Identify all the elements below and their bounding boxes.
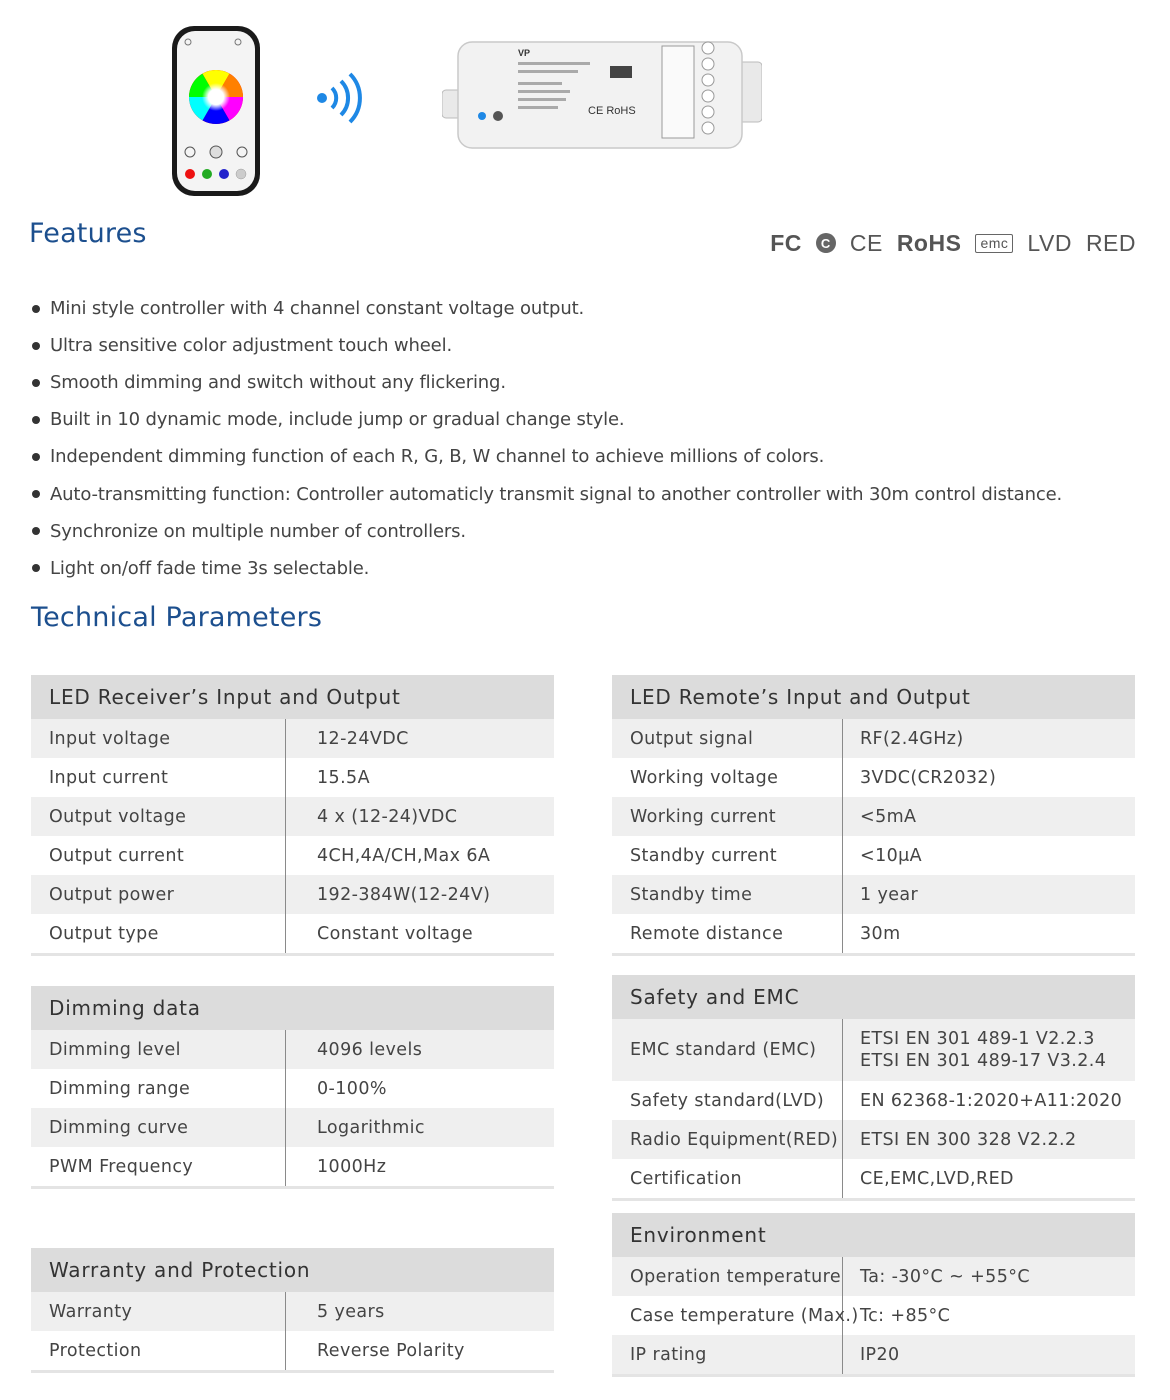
feature-text: Auto-transmitting function: Controller automaticly transmit signal to another controller with 30m control distance. xyxy=(50,483,1063,505)
param-name: Standby time xyxy=(612,875,843,914)
environment-table xyxy=(612,1213,1135,1377)
table-row xyxy=(612,1081,1135,1120)
param-value: 15.5A xyxy=(317,767,370,788)
param-value: Logarithmic xyxy=(317,1117,425,1138)
param-name: PWM Frequency xyxy=(31,1147,286,1186)
param-value: <5mA xyxy=(860,806,917,827)
param-name: Dimming curve xyxy=(31,1108,286,1147)
param-name: EMC standard (EMC) xyxy=(612,1019,843,1081)
table-row xyxy=(31,1147,554,1186)
table-header: Environment xyxy=(612,1213,1135,1257)
table-row xyxy=(31,1069,554,1108)
controller-rohs: CE RoHS xyxy=(588,105,636,117)
param-value: 1000Hz xyxy=(317,1156,387,1177)
param-value xyxy=(843,1028,1135,1072)
table-row xyxy=(31,797,554,836)
param-value: Ta: -30°C ~ +55°C xyxy=(860,1266,1031,1287)
c-mark-logo: C xyxy=(816,233,836,253)
table-row xyxy=(612,836,1135,875)
feature-item xyxy=(32,401,1062,438)
technical-parameters-title: Technical Parameters xyxy=(31,602,323,633)
feature-item xyxy=(32,290,1062,327)
param-name: Output power xyxy=(31,875,286,914)
table-row xyxy=(31,719,554,758)
table-row xyxy=(31,1331,554,1370)
table-row xyxy=(612,758,1135,797)
bullet-icon xyxy=(32,564,40,572)
param-value: 5 years xyxy=(317,1301,385,1322)
param-name: Protection xyxy=(31,1331,286,1370)
param-value: 192-384W(12-24V) xyxy=(317,884,491,905)
bullet-icon xyxy=(32,527,40,535)
feature-text: Synchronize on multiple number of controllers. xyxy=(50,520,466,542)
table-row xyxy=(612,797,1135,836)
table-row xyxy=(612,914,1135,953)
features-list xyxy=(32,290,1062,587)
remote-io-table xyxy=(612,675,1135,956)
param-value: 4 x (12-24)VDC xyxy=(317,806,458,827)
param-name: Output voltage xyxy=(31,797,286,836)
feature-text: Smooth dimming and switch without any flickering. xyxy=(50,372,506,394)
param-name: Radio Equipment(RED) xyxy=(612,1120,843,1159)
param-name: Standby current xyxy=(612,836,843,875)
param-name: Case temperature (Max.) xyxy=(612,1296,843,1335)
param-name: Output type xyxy=(31,914,286,953)
param-name: Safety standard(LVD) xyxy=(612,1081,843,1120)
table-row xyxy=(612,875,1135,914)
bullet-icon xyxy=(32,342,40,350)
feature-item xyxy=(32,327,1062,364)
param-name: Output signal xyxy=(612,719,843,758)
receiver-io-table xyxy=(31,675,554,956)
table-header: Safety and EMC xyxy=(612,975,1135,1019)
controller-image xyxy=(442,38,762,154)
table-row xyxy=(31,1030,554,1069)
table-row xyxy=(31,758,554,797)
param-name: Dimming range xyxy=(31,1069,286,1108)
param-value: IP20 xyxy=(860,1344,900,1365)
bullet-icon xyxy=(32,379,40,387)
certification-logos xyxy=(770,228,1136,258)
param-name: Output current xyxy=(31,836,286,875)
param-value: Reverse Polarity xyxy=(317,1340,465,1361)
feature-item xyxy=(32,475,1062,512)
param-value: 4CH,4A/CH,Max 6A xyxy=(317,845,491,866)
table-row xyxy=(612,1120,1135,1159)
param-value: RF(2.4GHz) xyxy=(860,728,964,749)
param-name: IP rating xyxy=(612,1335,843,1374)
param-name: Warranty xyxy=(31,1292,286,1331)
param-name: Input current xyxy=(31,758,286,797)
red-logo: RED xyxy=(1085,229,1136,256)
param-value: Tc: +85°C xyxy=(860,1305,951,1326)
feature-text: Mini style controller with 4 channel constant voltage output. xyxy=(50,298,585,320)
feature-text: Built in 10 dynamic mode, include jump or gradual change style. xyxy=(50,409,625,431)
table-row xyxy=(612,719,1135,758)
wireless-signal-icon xyxy=(312,68,372,128)
param-name: Dimming level xyxy=(31,1030,286,1069)
param-value: 4096 levels xyxy=(317,1039,423,1060)
safety-emc-table xyxy=(612,975,1135,1201)
param-name: Remote distance xyxy=(612,914,843,953)
table-row xyxy=(612,1019,1135,1081)
bullet-icon xyxy=(32,453,40,461)
param-name: Working voltage xyxy=(612,758,843,797)
param-value: 3VDC(CR2032) xyxy=(860,767,997,788)
table-header: LED Remote’s Input and Output xyxy=(612,675,1135,719)
table-row xyxy=(612,1335,1135,1374)
param-value: 30m xyxy=(860,923,901,944)
param-value: Constant voltage xyxy=(317,923,474,944)
table-row xyxy=(612,1257,1135,1296)
dimming-data-table xyxy=(31,986,554,1189)
param-value: CE,EMC,LVD,RED xyxy=(860,1168,1014,1189)
table-row xyxy=(31,836,554,875)
warranty-protection-table xyxy=(31,1248,554,1373)
param-value-line: ETSI EN 301 489-1 V2.2.3 xyxy=(860,1029,1095,1049)
rohs-logo: RoHS xyxy=(896,229,962,256)
table-header: Warranty and Protection xyxy=(31,1248,554,1292)
param-name: Working current xyxy=(612,797,843,836)
table-row xyxy=(31,875,554,914)
param-name: Operation temperature xyxy=(612,1257,843,1296)
table-row xyxy=(31,1292,554,1331)
controller-label: VP xyxy=(518,48,531,58)
table-header: LED Receiver’s Input and Output xyxy=(31,675,554,719)
feature-item xyxy=(32,550,1062,587)
feature-item xyxy=(32,513,1062,550)
param-value: 12-24VDC xyxy=(317,728,409,749)
bullet-icon xyxy=(32,416,40,424)
emc-logo: emc xyxy=(975,234,1013,253)
feature-text: Ultra sensitive color adjustment touch wheel. xyxy=(50,335,453,357)
table-row xyxy=(612,1159,1135,1198)
feature-item xyxy=(32,364,1062,401)
fcc-logo: FC xyxy=(770,229,802,256)
feature-text: Independent dimming function of each R, G, B, W channel to achieve millions of colors. xyxy=(50,446,825,468)
feature-text: Light on/off fade time 3s selectable. xyxy=(50,557,370,579)
remote-control-image xyxy=(168,24,264,202)
feature-item xyxy=(32,438,1062,475)
table-row xyxy=(31,1108,554,1147)
features-title: Features xyxy=(29,218,147,249)
param-value: ETSI EN 300 328 V2.2.2 xyxy=(860,1129,1077,1150)
bullet-icon xyxy=(32,490,40,498)
param-name: Certification xyxy=(612,1159,843,1198)
param-name: Input voltage xyxy=(31,719,286,758)
lvd-logo: LVD xyxy=(1027,229,1072,256)
param-value: EN 62368-1:2020+A11:2020 xyxy=(860,1090,1123,1111)
bullet-icon xyxy=(32,305,40,313)
table-row xyxy=(31,914,554,953)
table-header: Dimming data xyxy=(31,986,554,1030)
param-value-line: ETSI EN 301 489-17 V3.2.4 xyxy=(860,1051,1107,1071)
table-row xyxy=(612,1296,1135,1335)
param-value: 0-100% xyxy=(317,1078,387,1099)
param-value: 1 year xyxy=(860,884,919,905)
ce-logo: CE xyxy=(849,229,883,256)
param-value: <10μA xyxy=(860,845,923,866)
